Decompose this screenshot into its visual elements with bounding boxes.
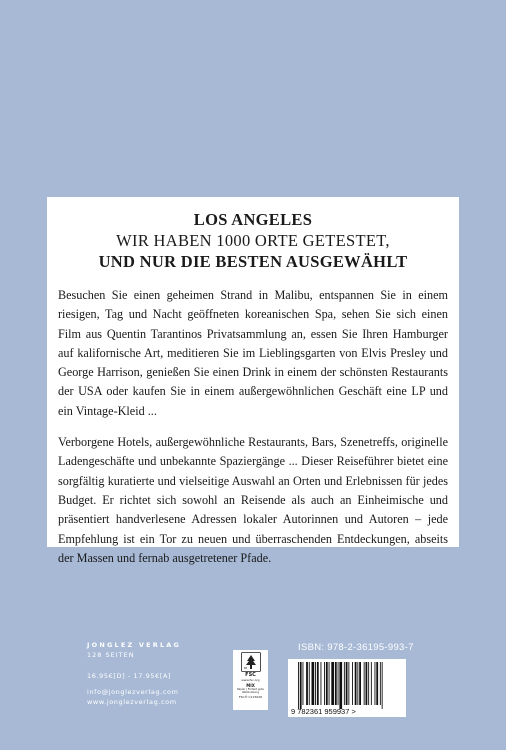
barcode-bar [306, 662, 308, 705]
fsc-label [233, 650, 268, 710]
barcode-bars [288, 659, 406, 717]
fsc-mix: MIX [246, 683, 255, 688]
barcode-bar [312, 662, 315, 705]
barcode-bar [366, 662, 368, 705]
barcode-bar [344, 662, 345, 705]
city-title: LOS ANGELES [193, 210, 313, 229]
barcode-bar [368, 662, 369, 705]
barcode-bar [352, 662, 353, 705]
barcode-bar [339, 662, 342, 709]
price: 16.95€[D] - 17.95€[A] [87, 672, 172, 680]
barcode-bar [303, 662, 304, 705]
barcode-bar [329, 662, 330, 705]
fsc-logo-text: FSC [245, 672, 256, 678]
publisher-info [87, 640, 237, 707]
description-panel [47, 197, 459, 565]
barcode-bar [335, 662, 337, 705]
barcode-bar [317, 662, 319, 705]
barcode-bar [376, 662, 378, 705]
barcode-bar [355, 662, 357, 705]
email-link[interactable]: info@jonglezverlag.com [87, 688, 179, 696]
barcode-bar [382, 662, 383, 709]
barcode-bar [380, 662, 381, 705]
barcode-bar [348, 662, 349, 705]
publisher-name: JONGLEZ VERLAG [87, 641, 182, 649]
website-link[interactable]: www.jonglezverlag.com [87, 698, 177, 706]
barcode-bar [300, 662, 302, 709]
fsc-desc: Papier | Fördert gute Waldnutzung [237, 688, 264, 695]
fsc-tree-icon [241, 652, 261, 672]
barcode-bar [371, 662, 372, 705]
page-count: 128 SEITEN [87, 651, 135, 659]
fsc-site: www.fsc.org [241, 678, 260, 682]
barcode-bar [309, 662, 310, 705]
back-cover-footer [87, 640, 427, 720]
heading [58, 209, 448, 272]
barcode-bar [338, 662, 339, 705]
tagline-line2: UND NUR DIE BESTEN AUSGEWÄHLT [98, 252, 408, 271]
barcode-bar [298, 662, 299, 709]
description-paragraph: Verborgene Hotels, außergewöhnliche Restaurants, Bars, Szenetreffs, originelle Ladengeschäfte und unbekannte Spaziergänge ... Dieser Reiseführer bietet eine sorgfältig kuratierte und vielseitige Auswahl an Orten und Erlebnissen für jedes Budget. Er richtet sich sowohl an Reisende als auch an Einheimische und präsentiert handverlesene Adressen lokaler Autorinnen und Autoren – jede Empfehlung ist ein Tor zu neuen und überraschenden Entdeckungen, abseits der Massen und fernab ausgetretener Pfade. [58, 435, 448, 565]
barcode [288, 659, 406, 717]
barcode-bar [331, 662, 334, 705]
barcode-bar [357, 662, 358, 705]
barcode-bar [326, 662, 328, 705]
barcode-bar [359, 662, 361, 705]
barcode-bar [324, 662, 325, 705]
barcode-digits: 9 782361 959937 > [291, 707, 356, 716]
barcode-bar [321, 662, 322, 705]
barcode-bar [346, 662, 348, 705]
barcode-bar [315, 662, 316, 705]
fsc-code: FSC® C115628 [238, 695, 263, 700]
barcode-bar [364, 662, 365, 705]
isbn: ISBN: 978-2-36195-993-7 [298, 642, 414, 653]
barcode-bar [375, 662, 376, 705]
intro-paragraph: Besuchen Sie einen geheimen Strand in Malibu, entspannen Sie in einem riesigen, Tag und Nacht geöffneten koreanischen Spa, sehen Sie sich einen Film aus Quentin Tarantinos Privatsammlung an, essen Sie Ihren Hamburger auf kalifornische Art, meditieren Sie im Lieblingsgarten von Elvis Presley und George Harrison, genießen Sie einen Drink in einem der schönsten Restaurants der USA oder kaufen Sie in einem außergewöhnlichen Geschäft eine LP und ein Vintage-Kleid ... [58, 288, 448, 418]
tagline-line1: WIR HABEN 1000 ORTE GETESTET, [116, 231, 390, 250]
